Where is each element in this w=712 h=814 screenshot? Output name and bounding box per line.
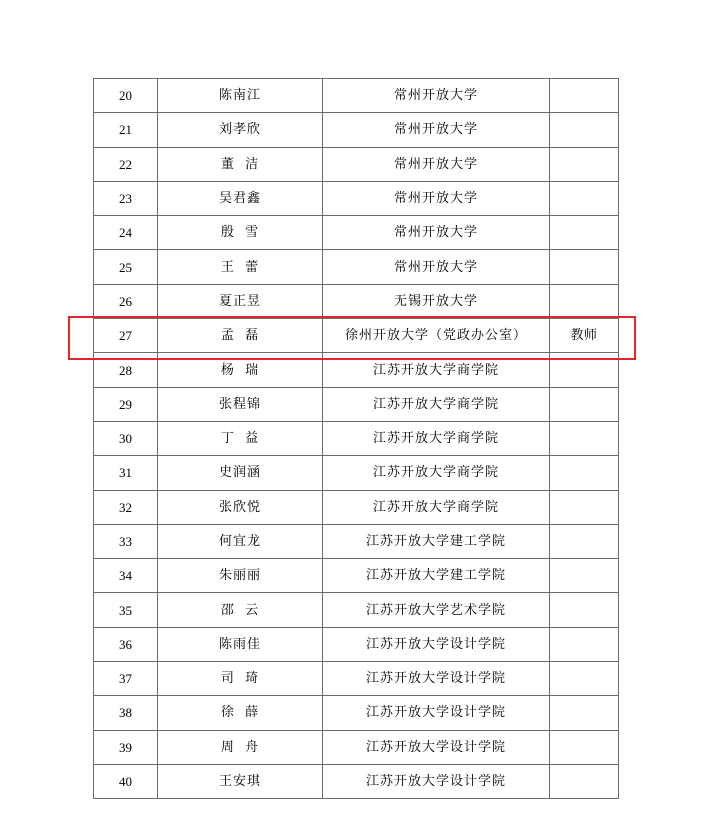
person-name: 司 琦 (158, 662, 323, 696)
role (550, 113, 619, 147)
role (550, 284, 619, 318)
row-number: 21 (94, 113, 158, 147)
person-name: 陈雨佳 (158, 627, 323, 661)
row-number: 27 (94, 319, 158, 353)
table-row (94, 353, 619, 387)
organization: 江苏开放大学设计学院 (323, 764, 550, 798)
organization: 常州开放大学 (323, 113, 550, 147)
person-name: 邵 云 (158, 593, 323, 627)
organization: 江苏开放大学商学院 (323, 421, 550, 455)
table-row (94, 730, 619, 764)
role: 教师 (550, 319, 619, 353)
role (550, 490, 619, 524)
organization: 无锡开放大学 (323, 284, 550, 318)
table-row (94, 524, 619, 558)
role (550, 524, 619, 558)
person-name: 陈南江 (158, 79, 323, 113)
person-name: 史润涵 (158, 456, 323, 490)
table-row (94, 250, 619, 284)
person-name: 朱丽丽 (158, 559, 323, 593)
row-number: 38 (94, 696, 158, 730)
row-number: 32 (94, 490, 158, 524)
person-name: 夏正昱 (158, 284, 323, 318)
row-number: 37 (94, 662, 158, 696)
table-row (94, 456, 619, 490)
organization: 常州开放大学 (323, 181, 550, 215)
row-number: 29 (94, 387, 158, 421)
person-name: 董 洁 (158, 147, 323, 181)
role (550, 662, 619, 696)
role (550, 216, 619, 250)
organization: 江苏开放大学建工学院 (323, 524, 550, 558)
role (550, 181, 619, 215)
person-name: 徐 薛 (158, 696, 323, 730)
table-row (94, 627, 619, 661)
row-number: 20 (94, 79, 158, 113)
organization: 江苏开放大学设计学院 (323, 662, 550, 696)
role (550, 250, 619, 284)
person-name: 王 蕾 (158, 250, 323, 284)
row-number: 34 (94, 559, 158, 593)
organization: 江苏开放大学商学院 (323, 456, 550, 490)
person-name: 何宜龙 (158, 524, 323, 558)
row-number: 35 (94, 593, 158, 627)
role (550, 764, 619, 798)
row-number: 24 (94, 216, 158, 250)
person-name: 丁 益 (158, 421, 323, 455)
table-row-highlighted (94, 319, 619, 353)
role (550, 147, 619, 181)
organization: 江苏开放大学建工学院 (323, 559, 550, 593)
roster-table (93, 78, 619, 799)
row-number: 22 (94, 147, 158, 181)
role (550, 353, 619, 387)
organization: 常州开放大学 (323, 79, 550, 113)
person-name: 周 舟 (158, 730, 323, 764)
role (550, 559, 619, 593)
organization: 江苏开放大学设计学院 (323, 730, 550, 764)
person-name: 殷 雪 (158, 216, 323, 250)
person-name: 杨 瑞 (158, 353, 323, 387)
organization: 徐州开放大学（党政办公室） (323, 319, 550, 353)
organization: 常州开放大学 (323, 250, 550, 284)
organization: 江苏开放大学艺术学院 (323, 593, 550, 627)
table-row (94, 284, 619, 318)
row-number: 28 (94, 353, 158, 387)
person-name: 张欣悦 (158, 490, 323, 524)
organization: 常州开放大学 (323, 147, 550, 181)
table-row (94, 113, 619, 147)
table-row (94, 662, 619, 696)
table-row (94, 593, 619, 627)
table-row (94, 696, 619, 730)
row-number: 36 (94, 627, 158, 661)
person-name: 吴君鑫 (158, 181, 323, 215)
role (550, 593, 619, 627)
role (550, 387, 619, 421)
person-name: 孟 磊 (158, 319, 323, 353)
row-number: 26 (94, 284, 158, 318)
row-number: 31 (94, 456, 158, 490)
table-row (94, 559, 619, 593)
organization: 常州开放大学 (323, 216, 550, 250)
role (550, 696, 619, 730)
role (550, 456, 619, 490)
role (550, 627, 619, 661)
table-row (94, 79, 619, 113)
table-row (94, 147, 619, 181)
row-number: 23 (94, 181, 158, 215)
organization: 江苏开放大学设计学院 (323, 696, 550, 730)
role (550, 79, 619, 113)
table-row (94, 764, 619, 798)
row-number: 30 (94, 421, 158, 455)
organization: 江苏开放大学商学院 (323, 387, 550, 421)
person-name: 刘孝欣 (158, 113, 323, 147)
roster-body (94, 79, 619, 799)
table-row (94, 216, 619, 250)
table-row (94, 181, 619, 215)
organization: 江苏开放大学商学院 (323, 490, 550, 524)
person-name: 张程锦 (158, 387, 323, 421)
table-row (94, 421, 619, 455)
person-name: 王安琪 (158, 764, 323, 798)
table-row (94, 490, 619, 524)
row-number: 39 (94, 730, 158, 764)
row-number: 40 (94, 764, 158, 798)
row-number: 33 (94, 524, 158, 558)
role (550, 730, 619, 764)
row-number: 25 (94, 250, 158, 284)
table-row (94, 387, 619, 421)
role (550, 421, 619, 455)
organization: 江苏开放大学设计学院 (323, 627, 550, 661)
organization: 江苏开放大学商学院 (323, 353, 550, 387)
